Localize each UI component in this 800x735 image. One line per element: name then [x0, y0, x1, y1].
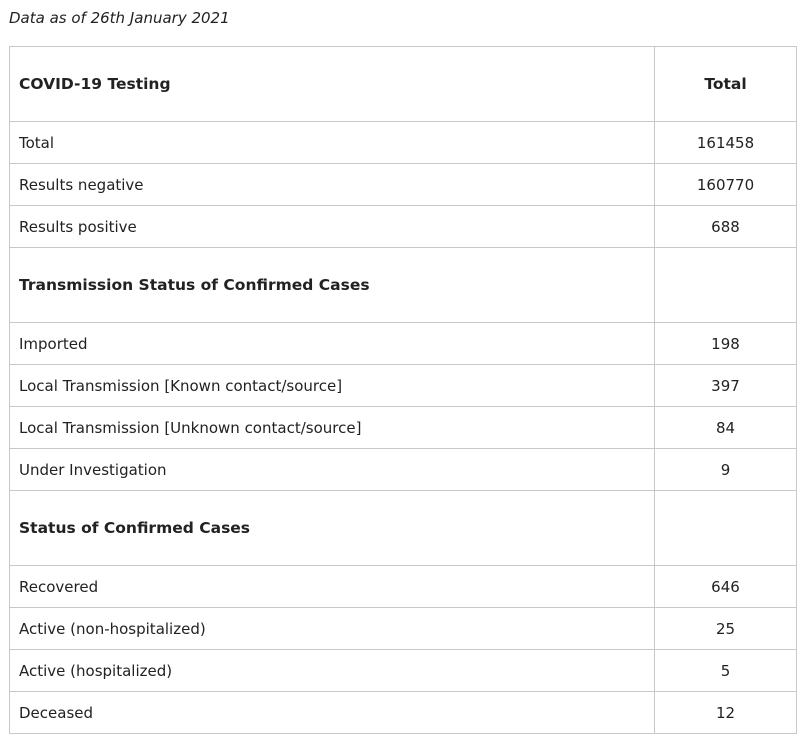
table-row [10, 449, 797, 491]
row-value: 84 [655, 407, 797, 449]
row-value: 5 [655, 650, 797, 692]
table-row [10, 407, 797, 449]
section-title-transmission: Transmission Status of Confirmed Cases [10, 248, 655, 323]
row-value: 198 [655, 323, 797, 365]
data-date-caption: Data as of 26th January 2021 [9, 9, 230, 27]
row-value: 25 [655, 608, 797, 650]
section-empty-cell [655, 491, 797, 566]
table-row [10, 323, 797, 365]
header-label: COVID-19 Testing [10, 47, 655, 122]
row-label: Total [10, 122, 655, 164]
row-value: 160770 [655, 164, 797, 206]
section-empty-cell [655, 248, 797, 323]
row-value: 688 [655, 206, 797, 248]
row-label: Local Transmission [Known contact/source] [10, 365, 655, 407]
row-label: Results negative [10, 164, 655, 206]
row-value: 9 [655, 449, 797, 491]
row-label: Local Transmission [Unknown contact/source] [10, 407, 655, 449]
row-value: 161458 [655, 122, 797, 164]
table-header-row [10, 47, 797, 122]
row-label: Under Investigation [10, 449, 655, 491]
row-label: Active (non-hospitalized) [10, 608, 655, 650]
row-value: 646 [655, 566, 797, 608]
row-label: Recovered [10, 566, 655, 608]
row-label: Deceased [10, 692, 655, 734]
covid-stats-table-container [9, 46, 796, 734]
row-label: Active (hospitalized) [10, 650, 655, 692]
row-value: 397 [655, 365, 797, 407]
table-row [10, 164, 797, 206]
covid-stats-table [9, 46, 797, 734]
row-value: 12 [655, 692, 797, 734]
section-title-status: Status of Confirmed Cases [10, 491, 655, 566]
row-label: Imported [10, 323, 655, 365]
table-row [10, 692, 797, 734]
section-header-row [10, 491, 797, 566]
table-row [10, 608, 797, 650]
table-row [10, 566, 797, 608]
section-header-row [10, 248, 797, 323]
table-row [10, 122, 797, 164]
table-row [10, 206, 797, 248]
table-row [10, 365, 797, 407]
row-label: Results positive [10, 206, 655, 248]
header-value-label: Total [655, 47, 797, 122]
table-row [10, 650, 797, 692]
